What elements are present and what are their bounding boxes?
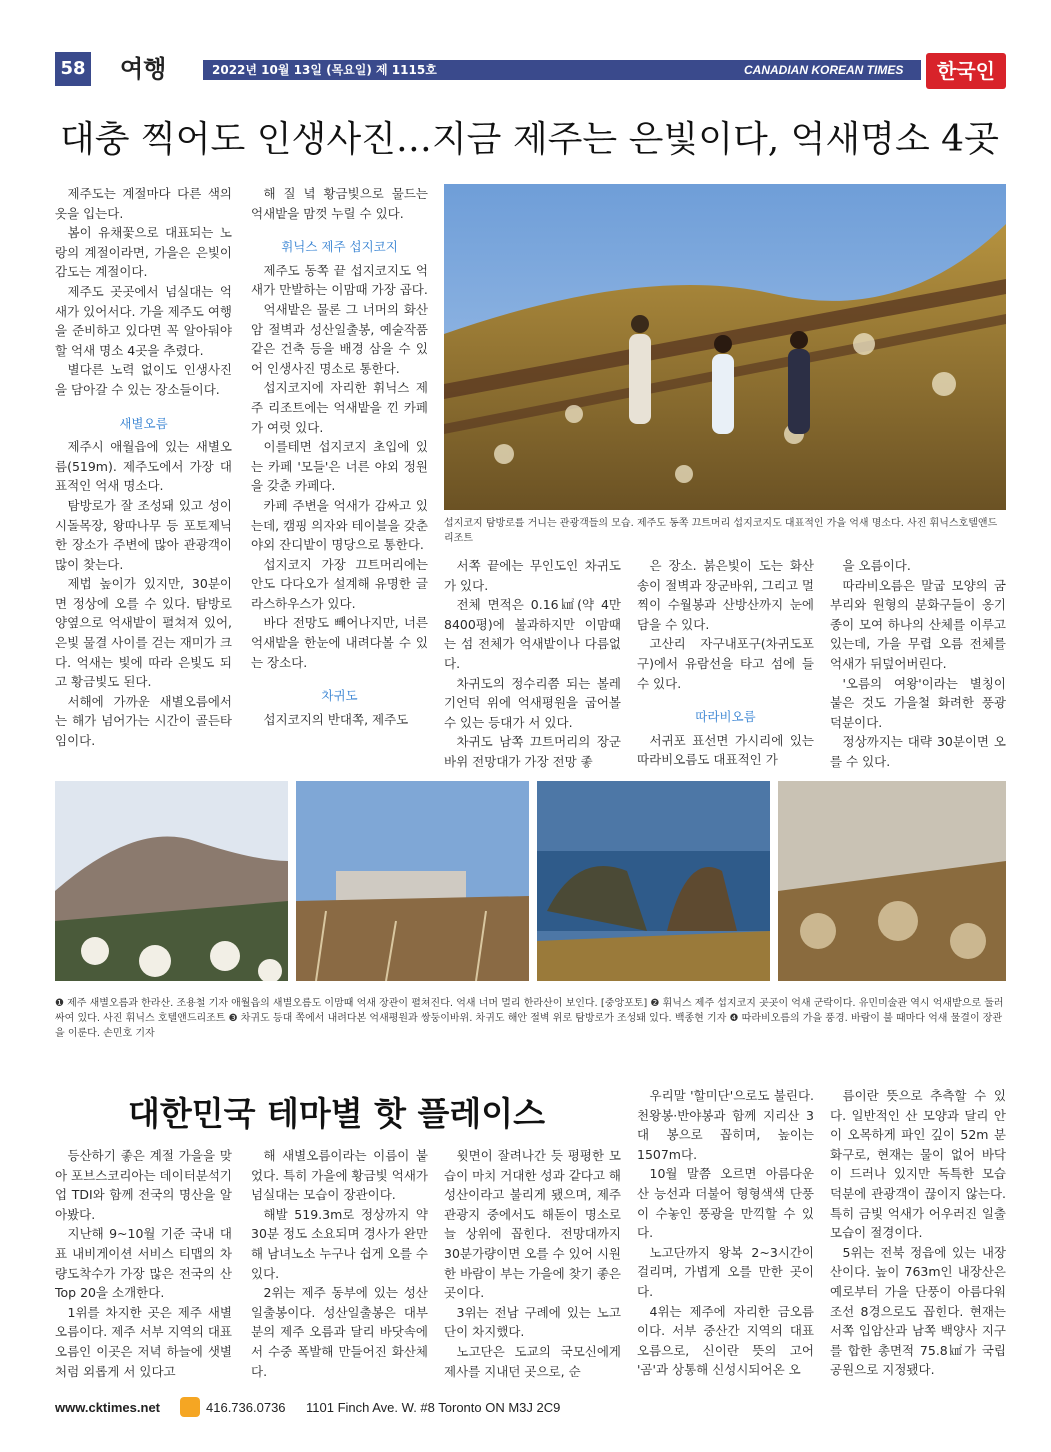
paragraph: 섭지코지 가장 끄트머리에는 안도 다다오가 설계해 유명한 글라스하우스가 있다. (251, 556, 428, 611)
subhead-saebyeol: 새별오름 (119, 415, 168, 431)
paragraph: 별다른 노력 없이도 인생사진을 담아갈 수 있는 장소들이다. (55, 362, 232, 397)
issue-date: 2022년 10월 13일 (목요일) 제 1115호 (212, 63, 437, 77)
a2c1-paragraphs (55, 1146, 232, 1381)
paragraph: 섭지코지에 자리한 휘닉스 제주 리조트에는 억새밭을 낀 카페가 여럿 있다. (251, 380, 428, 435)
paragraph: 4위는 제주에 자리한 금오름이다. 서부 중산간 지역의 대표 오름으로, 신이란 뜻의 고어 '곰'과 상통해 신성시되어온 오 (637, 1303, 814, 1378)
a2c3-paragraphs (444, 1146, 621, 1381)
website-link[interactable]: www.cktimes.net (55, 1400, 160, 1415)
paragraph: 이를테면 섭지코지 초입에 있는 카페 '모들'은 너른 야외 정원을 갖춘 카페다. (251, 439, 428, 494)
a2c5-paragraphs (830, 1086, 1006, 1380)
paragraph: 해발 519.3m로 정상까지 약 30분 정도 소요되며 경사가 완만해 남녀노소 누구나 쉽게 오를 수 있다. (251, 1206, 428, 1281)
paragraph: 카페 주변을 억새가 감싸고 있는데, 캠핑 의자와 테이블을 갖춘 야외 잔디밭이 명당으로 통한다. (251, 497, 428, 553)
a1c4-paragraphs (637, 556, 814, 693)
paragraph: 탐방로가 잘 조성돼 있고 성이시돌목장, 왕따나무 등 포토제닉한 장소가 주변에 많아 관광객이 많이 찾는다. (55, 497, 232, 572)
article1-column-5 (830, 556, 1006, 772)
article1-column-4 (637, 556, 814, 770)
phone-icon (180, 1397, 200, 1417)
paragraph: 섭지코지의 반대쪽, 제주도 (263, 711, 409, 727)
paragraph: 우리말 '할미단'으로도 불린다. 천왕봉·반야봉과 함께 지리산 3대 봉으로 꼽히며, 높이는 1507m다. (637, 1088, 814, 1162)
paragraph: 제주도 동쪽 끝 섭지코지도 억새가 만발하는 이맘때 가장 곱다. (251, 262, 428, 298)
photo-strip-caption: ❶ 제주 새별오름과 한라산. 조용철 기자 애월읍의 새별오름도 이맘때 억새 장관이 펼쳐진다. 억새 너머 멀리 한라산이 보인다. [중앙포토] ❷ 휘닉스 제주 섭지코지 곳곳이 억새 군락이다. 유민미술관 역시 억새밭으로 둘러싸여 있다. 사진 휘닉스 호텔앤드리조트 ❸ 차귀도 등대 쪽에서 내려다본 억새평원과 쌍둥이바위. 차귀도 해안 절벽 위로 탐방로가 조성돼 있다. 백종현 기자 ❹ 따라비오름의 가을 풍경. 바람이 불 때마다 억새 물결이 장관을 이룬다. 손민호 기자 (55, 998, 1004, 1039)
paragraph: 봄이 유채꽃으로 대표되는 노랑의 계절이라면, 가을은 은빛이 감도는 계절이다. (55, 225, 232, 280)
article1-headline: 대충 찍어도 인생사진…지금 제주는 은빛이다, 억새명소 4곳 (60, 119, 999, 160)
article1-column-2 (251, 184, 428, 729)
paragraph: 서귀포 표선면 가시리에 있는 따라비오름도 대표적인 가 (637, 732, 814, 768)
paragraph: 은 장소. 붉은빛이 도는 화산송이 절벽과 장군바위, 그리고 멀찍이 수월봉과 산방산까지 눈에 담을 수 있다. (637, 558, 814, 632)
paragraph: 지난해 9~10월 기준 국내 대표 내비게이션 서비스 티맵의 차량도착수가 가장 많은 전국의 산 Top 20을 소개한다. (55, 1226, 232, 1301)
paragraph: 3위는 전남 구례에 있는 노고단이 차지했다. (444, 1304, 621, 1340)
paragraph: 서해에 가까운 새별오름에서는 해가 넘어가는 시간이 골든타임이다. (55, 693, 232, 749)
phone-number: 416.736.0736 (206, 1400, 286, 1415)
main-photo-caption: 섭지코지 탐방로를 거니는 관광객들의 모습. 제주도 동쪽 끄트머리 섭지코지도 대표적인 가을 억새 명소다. 사진 휘닉스호텔앤드리조트 (444, 518, 998, 544)
photo-seopjikoji (296, 781, 529, 981)
article2-column-2 (251, 1146, 428, 1381)
article2-column-5 (830, 1086, 1006, 1380)
a1c2b-paragraphs (251, 261, 428, 672)
main-photo (444, 184, 1006, 510)
subhead-chagwido: 차귀도 (321, 688, 358, 704)
paragraph: 제주시 애월읍에 있는 새별오름(519m). 제주도에서 가장 대표적인 억새 명소다. (55, 439, 232, 494)
a1c1b-paragraphs (55, 437, 232, 751)
paragraph: 제법 높이가 있지만, 30분이면 정상에 오를 수 있다. 탐방로 양옆으로 억새밭이 펼쳐져 있어, 은빛 물결 사이를 걷는 재미가 크다. 억새는 빛에 따라 은빛도 되고 황금빛도 된다. (55, 576, 232, 690)
paragraph: 해 새별오름이라는 이름이 붙었다. 특히 가을에 황금빛 억새가 넘실대는 모습이 장관이다. (251, 1148, 428, 1203)
paragraph: 5위는 전북 정읍에 있는 내장산이다. 높이 763m인 내장산은 예로부터 가을 단풍이 아름다워 조선 8경으로도 꼽힌다. 현재는 서쪽 입암산과 남쪽 백양사 지구를 합한 총면적 75.8㎢가 국립공원으로 지정됐다. (830, 1244, 1006, 1378)
paragraph: 고산리 자구내포구(차귀도포구)에서 유람선을 타고 섬에 들 수 있다. (637, 636, 814, 691)
paragraph: 해 질 녘 황금빛으로 물드는 억새밭을 맘껏 누릴 수 있다. (251, 186, 428, 221)
a1c1-paragraphs (55, 184, 232, 400)
a1c2-paragraphs (251, 184, 428, 223)
paragraph: 차귀도 남쪽 끄트머리의 장군바위 전망대가 가장 전망 좋 (444, 734, 621, 769)
a2c2-paragraphs (251, 1146, 428, 1381)
section-title: 여행 (120, 55, 167, 83)
a2c4-paragraphs (637, 1086, 814, 1380)
paragraph: 서쪽 끝에는 무인도인 차귀도가 있다. (444, 558, 621, 593)
subhead-ttarabi: 따라비오름 (695, 709, 756, 725)
paragraph: 10월 말쯤 오르면 아름다운 산 능선과 더불어 형형색색 단풍이 수놓인 풍광을 만끽할 수 있다. (637, 1166, 814, 1241)
article2-column-3 (444, 1146, 621, 1381)
subhead-seopjikoji: 휘닉스 제주 섭지코지 (281, 239, 398, 255)
article1-column-1 (55, 184, 232, 751)
article2-headline: 대한민국 테마별 핫 플레이스 (128, 1094, 546, 1133)
paragraph: 노고단은 도교의 국모신에게 제사를 지내던 곳으로, 순 (444, 1343, 621, 1379)
article2-column-4 (637, 1086, 814, 1380)
a1c5-paragraphs (830, 556, 1006, 772)
paragraph: 전체 면적은 0.16㎢(약 4만 8400평)에 불과하지만 이맘때는 섬 전체가 억새밭이나 다름없다. (444, 597, 621, 671)
paper-logo: 한국인 (926, 53, 1006, 89)
a1c2c-paragraphs (251, 710, 428, 730)
paragraph: 차귀도의 정수리쯤 되는 볼레기언덕 위에 억새평원을 굽어볼 수 있는 등대가 서 있다. (444, 675, 621, 730)
photo-chagwido (537, 781, 770, 981)
paragraph: 을 오름이다. (842, 558, 911, 573)
photo-saebyeol (55, 781, 288, 981)
paragraph: 윗면이 잘려나간 듯 평평한 모습이 마치 거대한 성과 같다고 해 성산이라고 불리게 됐으며, 제주 관광지 중에서도 해돋이 명소로 늘 상위에 꼽힌다. 전망대까지 30분가량이면 오를 수 있어 시원한 바람이 부는 가을에 찾기 좋은 곳이다. (444, 1148, 621, 1301)
photo-ttarabi (778, 781, 1006, 981)
article1-column-3 (444, 556, 621, 772)
paragraph: 노고단까지 왕복 2~3시간이 걸리며, 가볍게 오를 만한 곳이다. (637, 1244, 814, 1299)
paragraph: 바다 전망도 빼어나지만, 너른 억새밭을 한눈에 내려다볼 수 있는 장소다. (251, 615, 428, 670)
paragraph: 정상까지는 대략 30분이면 오를 수 있다. (830, 734, 1006, 769)
a1c4b-paragraphs (637, 731, 814, 770)
a1c3-paragraphs (444, 556, 621, 772)
paragraph: 1위를 차지한 곳은 제주 새별오름이다. 제주 서부 지역의 대표 오름인 이곳은 저녁 하늘에 샛별처럼 외롭게 서 있다고 (55, 1304, 232, 1379)
paragraph: 제주도는 계절마다 다른 색의 옷을 입는다. (55, 186, 232, 221)
paragraph: 제주도 곳곳에서 넘실대는 억새가 있어서다. 가을 제주도 여행을 준비하고 있다면 꼭 알아둬야 할 억새 명소 4곳을 추렸다. (55, 283, 232, 358)
paragraph: 등산하기 좋은 계절 가을을 맞아 포브스코리아는 데이터분석기업 TDI와 함께 전국의 명산을 알아봤다. (55, 1148, 232, 1222)
paper-name: CANADIAN KOREAN TIMES (744, 63, 904, 77)
article2-column-1 (55, 1146, 232, 1381)
paragraph: '오름의 여왕'이라는 별칭이 붙은 것도 가을철 화려한 풍광 덕분이다. (830, 675, 1006, 730)
paragraph: 름이란 뜻으로 추측할 수 있다. 일반적인 산 모양과 달리 안이 오목하게 파인 깊이 52m 분화구로, 현재는 물이 없어 바닥이 드러나 있지만 독특한 모습 덕분에 관광객이 끊이지 않는다. 특히 금빛 억새가 어우러진 일출 모습이 절경이다. (830, 1088, 1006, 1241)
page-number: 58 (55, 52, 91, 86)
address: 1101 Finch Ave. W. #8 Toronto ON M3J 2C9 (306, 1400, 561, 1415)
paragraph: 2위는 제주 동부에 있는 성산일출봉이다. 성산일출봉은 대부분의 제주 오름과 달리 바닷속에서 수중 폭발해 만들어진 화산체다. (251, 1285, 428, 1379)
paragraph: 억새밭은 물론 그 너머의 화산암 절벽과 성산일출봉, 예술작품 같은 건축 등을 배경 삼을 수 있어 인생사진 명소로 통한다. (251, 301, 428, 376)
paragraph: 따라비오름은 말굽 모양의 굼부리와 원형의 분화구들이 옹기종이 모여 하나의 산체를 이루고 있는데, 가을 무렵 오름 전체를 억새가 뒤덮어버린다. (830, 577, 1006, 671)
